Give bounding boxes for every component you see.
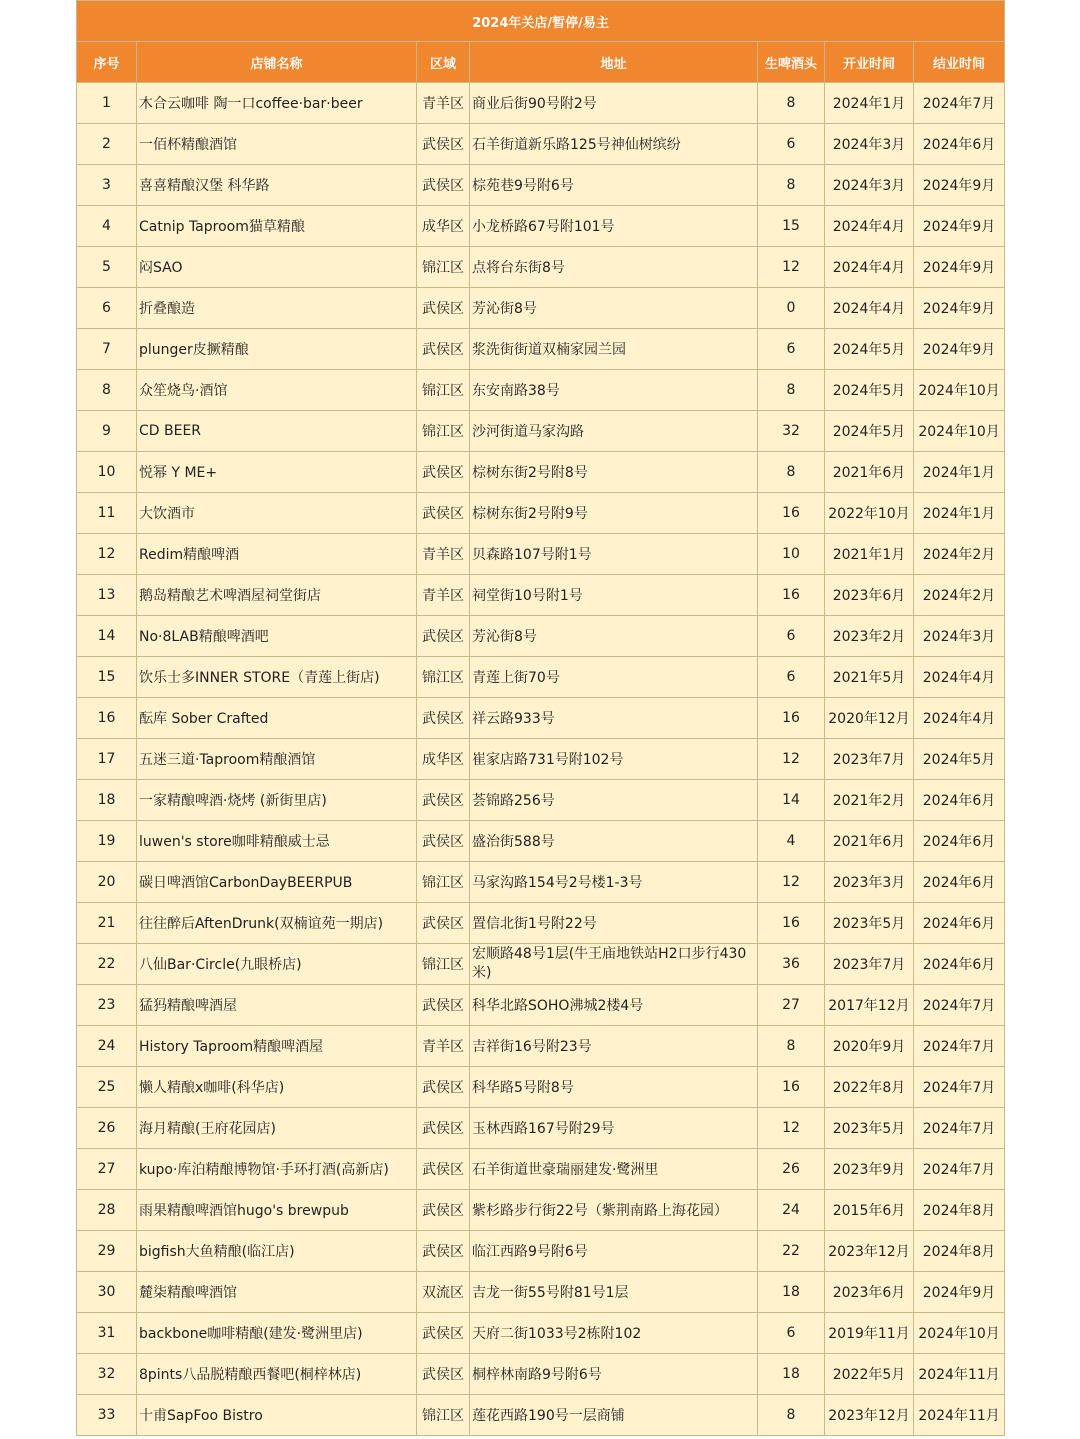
row-index: 23 [77,985,137,1026]
row-index: 25 [77,1067,137,1108]
tap-count: 6 [758,329,825,370]
district: 锦江区 [417,862,470,903]
close-date: 2024年8月 [914,1231,1005,1272]
tap-count: 4 [758,821,825,862]
address: 石羊街道新乐路125号神仙树缤纷 [470,124,758,165]
table-title: 2024年关店/暂停/易主 [77,1,1005,42]
address: 青莲上街70号 [470,657,758,698]
address: 棕树东街2号附8号 [470,452,758,493]
open-date: 2022年8月 [825,1067,914,1108]
row-index: 24 [77,1026,137,1067]
shop-name: bigfish大鱼精酿(临江店) [137,1231,417,1272]
close-date: 2024年6月 [914,124,1005,165]
row-index: 3 [77,165,137,206]
tap-count: 18 [758,1272,825,1313]
close-date: 2024年9月 [914,329,1005,370]
shop-name: 十甫SapFoo Bistro [137,1395,417,1436]
row-index: 6 [77,288,137,329]
tap-count: 14 [758,780,825,821]
table-row [77,83,1005,124]
close-date: 2024年11月 [914,1354,1005,1395]
close-date: 2024年7月 [914,1149,1005,1190]
close-date: 2024年11月 [914,1395,1005,1436]
shop-name: 闷SAO [137,247,417,288]
close-date: 2024年7月 [914,985,1005,1026]
open-date: 2023年3月 [825,862,914,903]
row-index: 20 [77,862,137,903]
address: 置信北街1号附22号 [470,903,758,944]
table-row [77,616,1005,657]
open-date: 2023年5月 [825,903,914,944]
district: 武侯区 [417,1108,470,1149]
row-index: 15 [77,657,137,698]
close-date: 2024年4月 [914,657,1005,698]
district: 武侯区 [417,1354,470,1395]
shop-name: 饮乐士多INNER STORE（青莲上街店) [137,657,417,698]
row-index: 9 [77,411,137,452]
address: 商业后街90号附2号 [470,83,758,124]
close-date: 2024年6月 [914,903,1005,944]
table-row [77,821,1005,862]
table-title-row [77,1,1005,42]
table-row [77,124,1005,165]
shop-name: 猛犸精酿啤酒屋 [137,985,417,1026]
district: 武侯区 [417,821,470,862]
table-row [77,1026,1005,1067]
open-date: 2017年12月 [825,985,914,1026]
district: 武侯区 [417,780,470,821]
close-date: 2024年7月 [914,83,1005,124]
row-index: 13 [77,575,137,616]
district: 武侯区 [417,288,470,329]
shop-name: Catnip Taproom猫草精酿 [137,206,417,247]
district: 武侯区 [417,1190,470,1231]
close-date: 2024年10月 [914,370,1005,411]
shop-name: 喜喜精酿汉堡 科华路 [137,165,417,206]
district: 武侯区 [417,985,470,1026]
district: 青羊区 [417,534,470,575]
open-date: 2019年11月 [825,1313,914,1354]
shop-name: 一家精酿啤酒·烧烤 (新街里店) [137,780,417,821]
tap-count: 8 [758,452,825,493]
shop-name: plunger皮撅精酿 [137,329,417,370]
district: 青羊区 [417,1026,470,1067]
tap-count: 0 [758,288,825,329]
open-date: 2021年5月 [825,657,914,698]
open-date: 2023年12月 [825,1395,914,1436]
tap-count: 6 [758,657,825,698]
address: 科华北路SOHO沸城2楼4号 [470,985,758,1026]
open-date: 2024年5月 [825,411,914,452]
open-date: 2024年3月 [825,124,914,165]
tap-count: 6 [758,616,825,657]
table-row [77,1108,1005,1149]
tap-count: 15 [758,206,825,247]
shop-name: kupo·库泊精酿博物馆·手环打酒(高新店) [137,1149,417,1190]
close-date: 2024年6月 [914,862,1005,903]
table-row [77,452,1005,493]
row-index: 27 [77,1149,137,1190]
table-row [77,206,1005,247]
table-row [77,903,1005,944]
row-index: 22 [77,944,137,985]
district: 青羊区 [417,83,470,124]
row-index: 32 [77,1354,137,1395]
row-index: 33 [77,1395,137,1436]
shop-name: 一佰杯精酿酒馆 [137,124,417,165]
district: 锦江区 [417,411,470,452]
close-date: 2024年9月 [914,206,1005,247]
close-date: 2024年9月 [914,288,1005,329]
shop-name: 八仙Bar·Circle(九眼桥店) [137,944,417,985]
tap-count: 16 [758,1067,825,1108]
row-index: 1 [77,83,137,124]
shop-name: luwen's store咖啡精酿威士忌 [137,821,417,862]
tap-count: 6 [758,124,825,165]
shop-name: History Taproom精酿啤酒屋 [137,1026,417,1067]
close-date: 2024年8月 [914,1190,1005,1231]
shop-name: 折叠酿造 [137,288,417,329]
open-date: 2023年9月 [825,1149,914,1190]
open-date: 2024年4月 [825,206,914,247]
open-date: 2021年6月 [825,452,914,493]
row-index: 18 [77,780,137,821]
tap-count: 16 [758,903,825,944]
row-index: 7 [77,329,137,370]
table-row [77,944,1005,985]
address: 马家沟路154号2号楼1-3号 [470,862,758,903]
address: 浆洗街街道双楠家园兰园 [470,329,758,370]
district: 成华区 [417,206,470,247]
row-index: 26 [77,1108,137,1149]
row-index: 29 [77,1231,137,1272]
open-date: 2015年6月 [825,1190,914,1231]
address: 芳沁街8号 [470,288,758,329]
tap-count: 12 [758,1108,825,1149]
open-date: 2020年12月 [825,698,914,739]
open-date: 2022年10月 [825,493,914,534]
table-row [77,288,1005,329]
tap-count: 22 [758,1231,825,1272]
shop-name: No·8LAB精酿啤酒吧 [137,616,417,657]
address: 小龙桥路67号附101号 [470,206,758,247]
district: 锦江区 [417,370,470,411]
district: 成华区 [417,739,470,780]
address: 石羊街道世豪瑞丽建发·鹭洲里 [470,1149,758,1190]
address: 祥云路933号 [470,698,758,739]
header-taps: 生啤酒头 [758,42,825,83]
address: 科华路5号附8号 [470,1067,758,1108]
table-row [77,985,1005,1026]
address: 莲花西路190号一层商铺 [470,1395,758,1436]
shop-name: 8pints八品脱精酿西餐吧(桐梓林店) [137,1354,417,1395]
table-row [77,739,1005,780]
table-header-row [77,42,1005,83]
address: 东安南路38号 [470,370,758,411]
district: 双流区 [417,1272,470,1313]
row-index: 31 [77,1313,137,1354]
table-row [77,247,1005,288]
open-date: 2023年7月 [825,944,914,985]
row-index: 14 [77,616,137,657]
close-date: 2024年4月 [914,698,1005,739]
address: 荟锦路256号 [470,780,758,821]
address: 临江西路9号附6号 [470,1231,758,1272]
tap-count: 8 [758,1026,825,1067]
close-date: 2024年9月 [914,165,1005,206]
shop-name: 鹅岛精酿艺术啤酒屋祠堂街店 [137,575,417,616]
district: 武侯区 [417,698,470,739]
open-date: 2024年4月 [825,288,914,329]
table-row [77,370,1005,411]
shop-name: 木合云咖啡 陶一口coffee·bar·beer [137,83,417,124]
close-date: 2024年6月 [914,944,1005,985]
address: 芳沁街8号 [470,616,758,657]
district: 武侯区 [417,1313,470,1354]
row-index: 30 [77,1272,137,1313]
open-date: 2024年5月 [825,329,914,370]
table-body [77,83,1005,1436]
table-row [77,329,1005,370]
tap-count: 16 [758,575,825,616]
close-date: 2024年10月 [914,411,1005,452]
shop-name: 酝库 Sober Crafted [137,698,417,739]
shop-name: 麓柒精酿啤酒馆 [137,1272,417,1313]
close-date: 2024年5月 [914,739,1005,780]
tap-count: 12 [758,739,825,780]
shop-name: 懒人精酿x咖啡(科华店) [137,1067,417,1108]
row-index: 4 [77,206,137,247]
tap-count: 12 [758,862,825,903]
close-date: 2024年7月 [914,1108,1005,1149]
row-index: 17 [77,739,137,780]
tap-count: 36 [758,944,825,985]
open-date: 2024年1月 [825,83,914,124]
address: 祠堂街10号附1号 [470,575,758,616]
open-date: 2024年4月 [825,247,914,288]
address: 盛治街588号 [470,821,758,862]
address: 玉林西路167号附29号 [470,1108,758,1149]
tap-count: 8 [758,83,825,124]
open-date: 2021年2月 [825,780,914,821]
shop-name: 雨果精酿啤酒馆hugo's brewpub [137,1190,417,1231]
close-date: 2024年9月 [914,247,1005,288]
open-date: 2023年6月 [825,575,914,616]
row-index: 28 [77,1190,137,1231]
close-date: 2024年2月 [914,575,1005,616]
tap-count: 26 [758,1149,825,1190]
address: 天府二街1033号2栋附102 [470,1313,758,1354]
table-row [77,575,1005,616]
district: 武侯区 [417,124,470,165]
table-row [77,1190,1005,1231]
tap-count: 16 [758,493,825,534]
table-row [77,1313,1005,1354]
shop-name: 往往醉后AftenDrunk(双楠谊苑一期店) [137,903,417,944]
table-row [77,862,1005,903]
district: 武侯区 [417,1067,470,1108]
address: 点将台东街8号 [470,247,758,288]
open-date: 2024年3月 [825,165,914,206]
district: 武侯区 [417,452,470,493]
open-date: 2023年12月 [825,1231,914,1272]
table-row [77,780,1005,821]
close-date: 2024年2月 [914,534,1005,575]
row-index: 2 [77,124,137,165]
header-shop-name: 店铺名称 [137,42,417,83]
close-date: 2024年6月 [914,780,1005,821]
tap-count: 8 [758,1395,825,1436]
row-index: 11 [77,493,137,534]
district: 锦江区 [417,247,470,288]
district: 武侯区 [417,1231,470,1272]
district: 武侯区 [417,329,470,370]
close-date: 2024年7月 [914,1067,1005,1108]
table-row [77,1354,1005,1395]
shop-name: 悦幂 Y ME+ [137,452,417,493]
open-date: 2023年5月 [825,1108,914,1149]
table-row [77,411,1005,452]
address: 桐梓林南路9号附6号 [470,1354,758,1395]
address: 贝森路107号附1号 [470,534,758,575]
shop-name: 众笙烧鸟·酒馆 [137,370,417,411]
header-close-date: 结业时间 [914,42,1005,83]
tap-count: 12 [758,247,825,288]
shop-name: 海月精酿(王府花园店) [137,1108,417,1149]
table-row [77,534,1005,575]
open-date: 2023年2月 [825,616,914,657]
table-row [77,165,1005,206]
shop-name: CD BEER [137,411,417,452]
district: 武侯区 [417,616,470,657]
row-index: 5 [77,247,137,288]
shop-name: Redim精酿啤酒 [137,534,417,575]
district: 武侯区 [417,1149,470,1190]
row-index: 10 [77,452,137,493]
table-row [77,1149,1005,1190]
district: 武侯区 [417,903,470,944]
district: 武侯区 [417,493,470,534]
tap-count: 6 [758,1313,825,1354]
row-index: 16 [77,698,137,739]
address: 崔家店路731号附102号 [470,739,758,780]
open-date: 2021年1月 [825,534,914,575]
open-date: 2021年6月 [825,821,914,862]
close-date: 2024年1月 [914,452,1005,493]
address: 宏顺路48号1层(牛王庙地铁站H2口步行430米) [470,944,758,985]
tap-count: 32 [758,411,825,452]
district: 锦江区 [417,1395,470,1436]
close-date: 2024年7月 [914,1026,1005,1067]
shop-name: 碳日啤酒馆CarbonDayBEERPUB [137,862,417,903]
header-open-date: 开业时间 [825,42,914,83]
close-date: 2024年1月 [914,493,1005,534]
tap-count: 8 [758,165,825,206]
tap-count: 27 [758,985,825,1026]
district: 锦江区 [417,944,470,985]
open-date: 2020年9月 [825,1026,914,1067]
table-row [77,1231,1005,1272]
table-row [77,1067,1005,1108]
row-index: 8 [77,370,137,411]
address: 沙河街道马家沟路 [470,411,758,452]
address: 吉祥街16号附23号 [470,1026,758,1067]
district: 青羊区 [417,575,470,616]
close-date: 2024年6月 [914,821,1005,862]
open-date: 2022年5月 [825,1354,914,1395]
row-index: 21 [77,903,137,944]
table-row [77,1272,1005,1313]
close-date: 2024年3月 [914,616,1005,657]
open-date: 2023年7月 [825,739,914,780]
tap-count: 10 [758,534,825,575]
header-index: 序号 [77,42,137,83]
tap-count: 16 [758,698,825,739]
district: 锦江区 [417,657,470,698]
row-index: 19 [77,821,137,862]
table-row [77,1395,1005,1436]
table-row [77,493,1005,534]
shop-name: 五迷三道·Taproom精酿酒馆 [137,739,417,780]
row-index: 12 [77,534,137,575]
open-date: 2024年5月 [825,370,914,411]
close-date: 2024年9月 [914,1272,1005,1313]
district: 武侯区 [417,165,470,206]
tap-count: 8 [758,370,825,411]
close-date: 2024年10月 [914,1313,1005,1354]
header-address: 地址 [470,42,758,83]
address: 棕苑巷9号附6号 [470,165,758,206]
tap-count: 18 [758,1354,825,1395]
closed-shops-table [76,0,1005,1436]
open-date: 2023年6月 [825,1272,914,1313]
shop-name: 大饮酒市 [137,493,417,534]
closed-shops-sheet [76,0,1004,1436]
address: 吉龙一街55号附81号1层 [470,1272,758,1313]
table-row [77,657,1005,698]
address: 紫杉路步行街22号（紫荆南路上海花园） [470,1190,758,1231]
address: 棕树东街2号附9号 [470,493,758,534]
tap-count: 24 [758,1190,825,1231]
table-row [77,698,1005,739]
shop-name: backbone咖啡精酿(建发·鹭洲里店) [137,1313,417,1354]
header-district: 区域 [417,42,470,83]
